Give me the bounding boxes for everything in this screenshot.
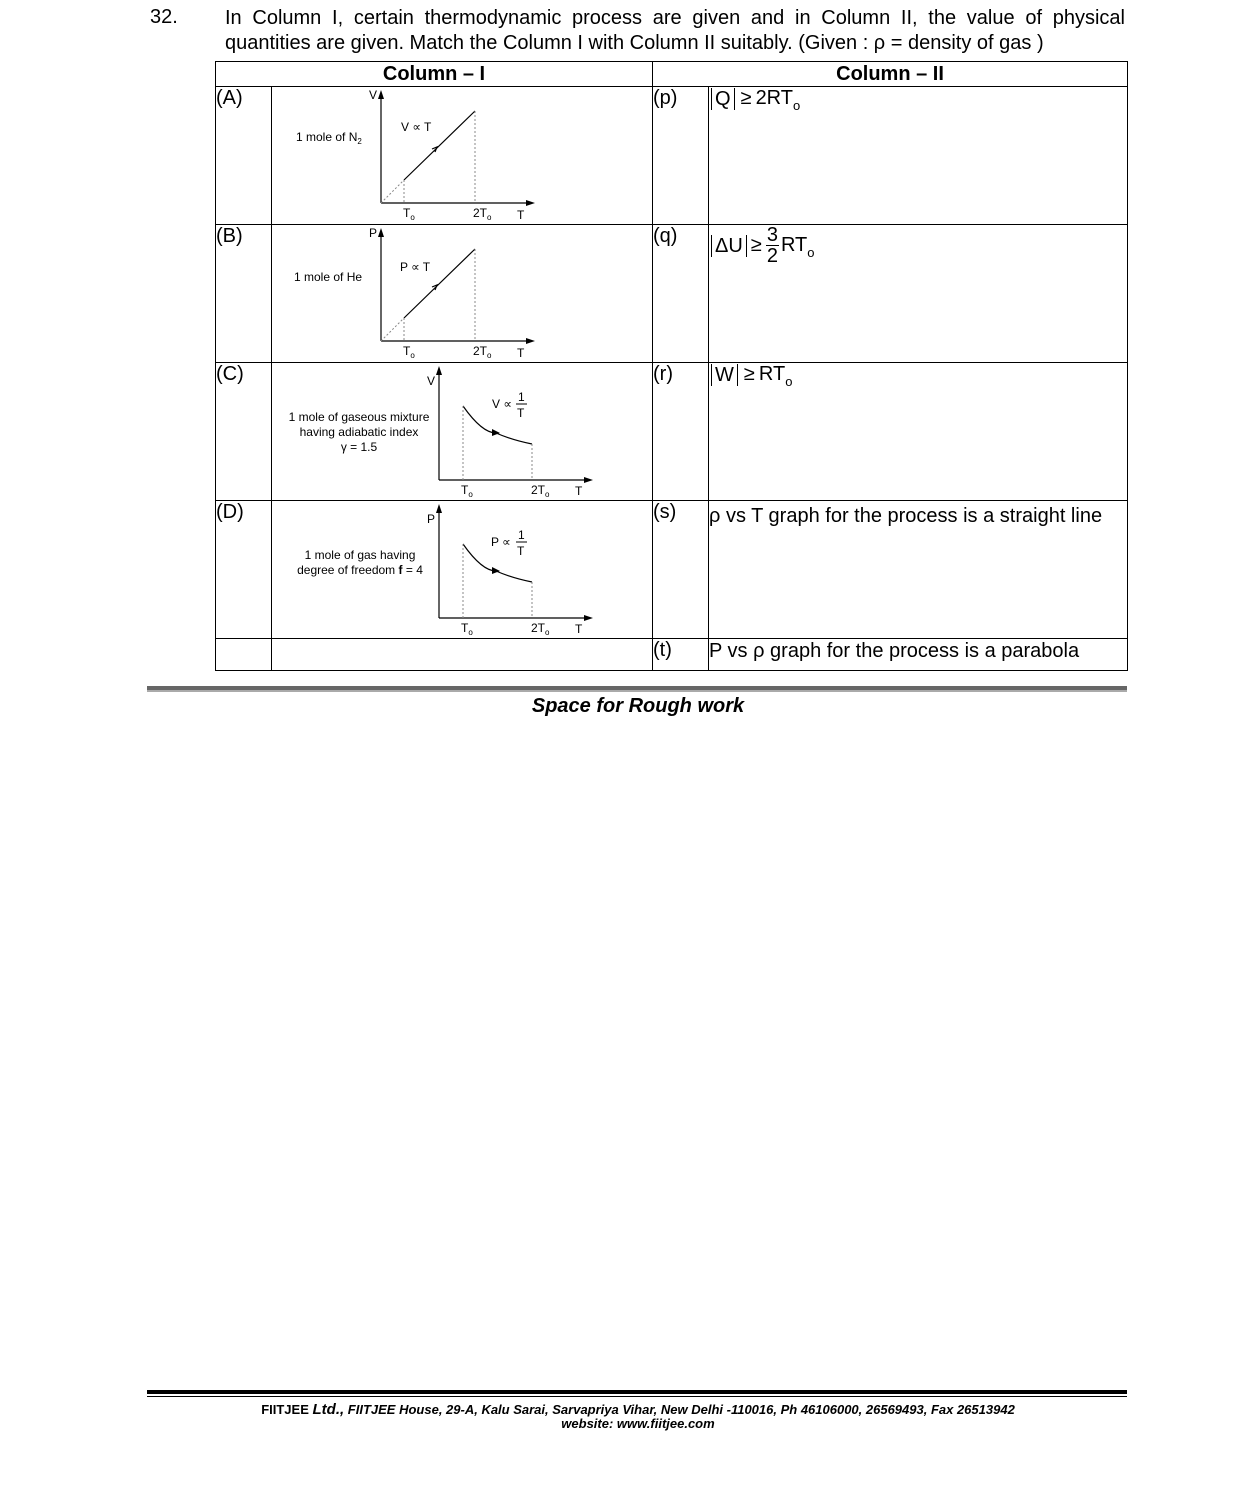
tick-2t0-sub: o [487,213,492,222]
column-2-header: Column – II [653,62,1128,87]
desc-subscript: 2 [357,137,362,146]
empty-cell [216,639,272,671]
rhs: RT [758,363,786,385]
tick-t0 [403,344,415,360]
option-label: (p) [653,87,709,225]
process-graph-b [272,225,653,362]
footer-divider-thin [147,1396,1127,1397]
option-s: ρ vs T graph for the process is a straight line [709,501,1128,639]
option-label: (q) [653,225,709,363]
relation-label: P ∝ [491,535,511,549]
footer-website: website: www.fiitjee.com [561,1416,715,1431]
graph-cell [272,363,653,501]
option-q [709,225,1128,363]
tick-2t0-sub: o [545,490,550,499]
rhs-sub: o [785,374,793,389]
row-label: (B) [216,225,272,363]
fraction-numerator: 3 [766,224,778,246]
x-axis-label: T [575,484,583,498]
question-text: In Column I, certain thermodynamic process are given and in Column II, the value of physical quantities are given. Match the Column I with Column II suitably. (Given : ρ = density of gas ) [225,7,1125,54]
option-label: (r) [653,363,709,501]
tick-t0-sub: o [410,351,415,360]
relation-label: V ∝ T [401,120,432,134]
y-axis-label: P [427,512,436,526]
match-table [215,61,1128,671]
tick-t0-sub: o [410,213,415,222]
row-label: (A) [216,87,272,225]
tick-2t0 [473,206,492,222]
fraction [766,225,779,266]
operator: ≥ [743,363,755,385]
relation-numerator: 1 [518,528,525,542]
relation-numerator: 1 [518,390,525,404]
tick-t0-label: T [403,344,411,358]
table-row [216,363,1128,501]
process-graph-d [272,501,653,638]
x-axis-label: T [575,622,583,636]
row-label: (D) [216,501,272,639]
desc-line-2 [297,563,423,577]
relation-label: V ∝ [492,397,512,411]
rhs: 2RT [755,87,793,109]
question-number: 32. [150,6,178,28]
rhs-sub: o [792,98,801,113]
tick-2t0 [473,344,492,360]
y-axis-label: P [369,226,378,240]
tick-t0-label: T [403,206,411,220]
desc-line-3: γ = 1.5 [340,440,378,454]
x-axis-label: T [517,346,525,360]
process-graph-c [272,363,653,500]
desc-line-2: having adiabatic index [299,425,419,439]
tick-2t0-label: 2T [473,344,488,358]
divider-shadow [147,690,1127,692]
relation-label: P ∝ T [400,260,431,274]
desc-line-2-tail: = 4 [405,563,423,577]
y-axis-label: V [427,374,436,388]
process-description: 1 mole of He [294,270,363,284]
operator: ≥ [750,234,762,256]
process-graph-a [272,87,653,224]
desc-line-1: 1 mole of gas having [304,548,416,562]
tick-t0-label: T [461,483,469,497]
rhs-sub: o [807,245,815,260]
option-p [709,87,1128,225]
table-row [216,87,1128,225]
tick-2t0 [531,621,550,637]
option-label: (s) [653,501,709,639]
tick-t0 [461,621,473,637]
tick-2t0 [531,483,550,499]
table-row [216,225,1128,363]
column-1-header: Column – I [216,62,653,87]
tick-2t0-label: 2T [473,206,488,220]
footer-address-text: FIITJEE House, 29-A, Kalu Sarai, Sarvapriya Vihar, New Delhi -110016, Ph 46106000, 26569493, Fax 26513942 [347,1402,1015,1417]
table-row [216,501,1128,639]
row-label: (C) [216,363,272,501]
process-description [296,130,362,146]
relation-denominator: T [517,544,525,558]
abs-var: ΔU [711,235,747,257]
operator: ≥ [740,87,752,109]
tick-2t0-sub: o [487,351,492,360]
rhs: RT [780,234,808,256]
rough-work-label: Space for Rough work [531,695,745,717]
tick-t0 [461,483,473,499]
option-t: P vs ρ graph for the process is a parabola [709,639,1128,671]
empty-cell [272,639,653,671]
tick-t0 [403,206,415,222]
tick-t0-sub: o [468,490,473,499]
abs-var: W [711,364,738,386]
desc-line-2-bold: f [398,563,403,577]
graph-cell [272,225,653,363]
option-r [709,363,1128,501]
graph-cell [272,87,653,225]
footer-divider [147,1390,1127,1394]
desc-line-2-text: degree of freedom [297,563,396,577]
footer-brand: FIITJEE [261,1402,309,1417]
tick-2t0-sub: o [545,628,550,637]
x-axis-label: T [517,208,525,222]
tick-2t0-label: 2T [531,483,546,497]
table-row [216,639,1128,671]
y-axis-label: V [369,88,378,102]
tick-t0-sub: o [468,628,473,637]
relation-denominator: T [517,406,525,420]
fraction-denominator: 2 [766,245,778,267]
tick-2t0-label: 2T [531,621,546,635]
desc-line-1: 1 mole of N [296,130,358,144]
graph-cell [272,501,653,639]
option-label: (t) [653,639,709,671]
footer-ltd: Ltd., [312,1401,345,1418]
tick-t0-label: T [461,621,469,635]
desc-line-1: 1 mole of gaseous mixture [288,410,430,424]
abs-var: Q [711,88,735,110]
